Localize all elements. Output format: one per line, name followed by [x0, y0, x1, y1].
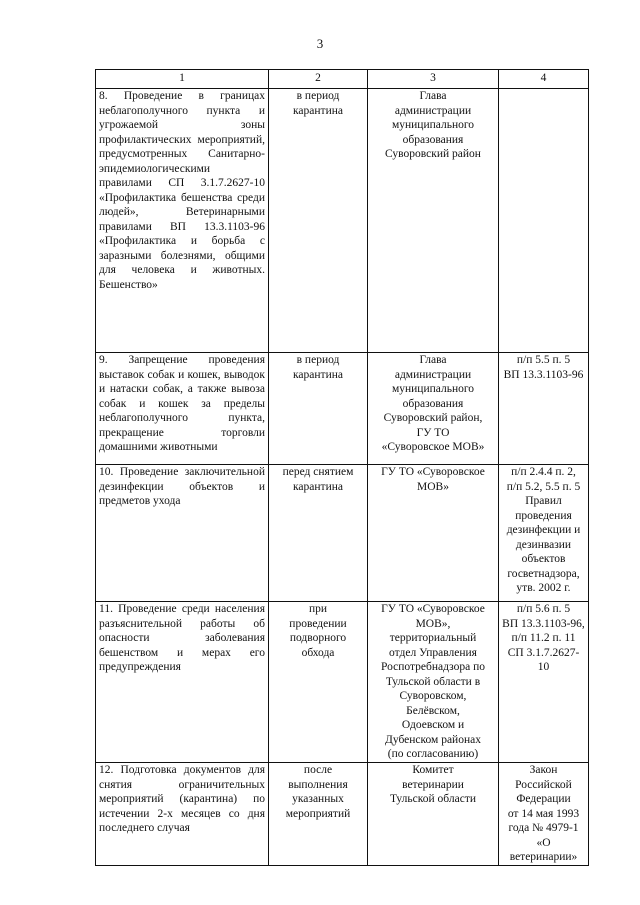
- responsible-cell: [368, 465, 499, 602]
- basis-cell: [499, 353, 589, 465]
- responsible-cell: [368, 89, 499, 353]
- responsible-text: ГУ ТО «Суворовское МОВ»: [381, 466, 485, 493]
- column-header: 3: [368, 70, 499, 89]
- measure-text: 8. Проведение в границах неблагополучного пункта и угрожаемой зоны профилактических мероприятий, предусмотренных Санитарно-эпидемиологическими правилами СП 3.1.7.2627-10 «Профилактика бешенства среди людей», Ветеринарными правилами ВП 13.3.1103-96 «Профилактика и борьба с заразными болезнями, общими для человека и животных. Бешенство»: [99, 90, 265, 291]
- responsible-cell: [368, 353, 499, 465]
- measure-cell: [96, 763, 269, 866]
- measure-text: 9. Запрещение проведения выставок собак и кошек, выводок и натаски собак, а также вывоза собак и кошек за пределы неблагополучного пункта, прекращение торговли домашними животными: [99, 354, 265, 453]
- deadline-cell: [269, 763, 368, 866]
- column-header: 4: [499, 70, 589, 89]
- responsible-text: ГУ ТО «Суворовское МОВ», территориальный отдел Управления Роспотребнадзора по Тульской области в Суворовском, Белёвском, Одоевском и Дубенском районах (по согласованию): [381, 603, 485, 760]
- responsible-cell: [368, 602, 499, 763]
- column-header: 2: [269, 70, 368, 89]
- measure-text: 10. Проведение заключительной дезинфекции объектов и предметов ухода: [99, 466, 265, 507]
- measure-cell: [96, 353, 269, 465]
- deadline-cell: [269, 465, 368, 602]
- table-row: [96, 465, 589, 602]
- basis-text: п/п 5.6 п. 5 ВП 13.3.1103-96, п/п 11.2 п. 11 СП 3.1.7.2627-10: [502, 603, 585, 673]
- deadline-text: в период карантина: [293, 90, 343, 117]
- deadline-text: после выполнения указанных мероприятий: [285, 764, 351, 820]
- deadline-text: при проведении подворного обхода: [289, 603, 347, 659]
- basis-cell: [499, 602, 589, 763]
- deadline-cell: [269, 353, 368, 465]
- deadline-text: перед снятием карантина: [282, 466, 354, 493]
- responsible-text: Глава администрации муниципального образования Суворовский район, ГУ ТО «Суворовское МОВ»: [381, 354, 485, 453]
- deadline-text: в период карантина: [293, 354, 343, 381]
- basis-cell: [499, 89, 589, 353]
- measure-text: 12. Подготовка документов для снятия ограничительных мероприятий (карантина) по истечении 2-х месяцев со дня последнего случая: [99, 764, 265, 834]
- column-header: 1: [96, 70, 269, 89]
- table-header-row: [96, 70, 589, 89]
- responsible-text: Глава администрации муниципального образования Суворовский район: [385, 90, 481, 160]
- page-number: 3: [316, 36, 324, 51]
- responsible-cell: [368, 763, 499, 866]
- measure-text: 11. Проведение среди населения разъяснительной работы об опасности заболевания бешенством и мерах его предупреждения: [99, 603, 265, 673]
- responsible-text: Комитет ветеринарии Тульской области: [389, 764, 476, 805]
- deadline-cell: [269, 89, 368, 353]
- basis-text: п/п 2.4.4 п. 2, п/п 5.2, 5.5 п. 5 Правил проведения дезинфекции и дезинвазии объектов госветнадзора, утв. 2002 г.: [506, 466, 581, 594]
- table-row: [96, 89, 589, 353]
- measure-cell: [96, 465, 269, 602]
- basis-cell: [499, 763, 589, 866]
- table-row: [96, 602, 589, 763]
- basis-text: Закон Российской Федерации от 14 мая 1993 года № 4979-1 «О ветеринарии»: [507, 764, 580, 863]
- table-row: [96, 763, 589, 866]
- table-row: [96, 353, 589, 465]
- deadline-cell: [269, 602, 368, 763]
- basis-text: п/п 5.5 п. 5 ВП 13.3.1103-96: [503, 354, 584, 381]
- basis-cell: [499, 465, 589, 602]
- measure-cell: [96, 89, 269, 353]
- measure-cell: [96, 602, 269, 763]
- measures-table: [95, 69, 589, 866]
